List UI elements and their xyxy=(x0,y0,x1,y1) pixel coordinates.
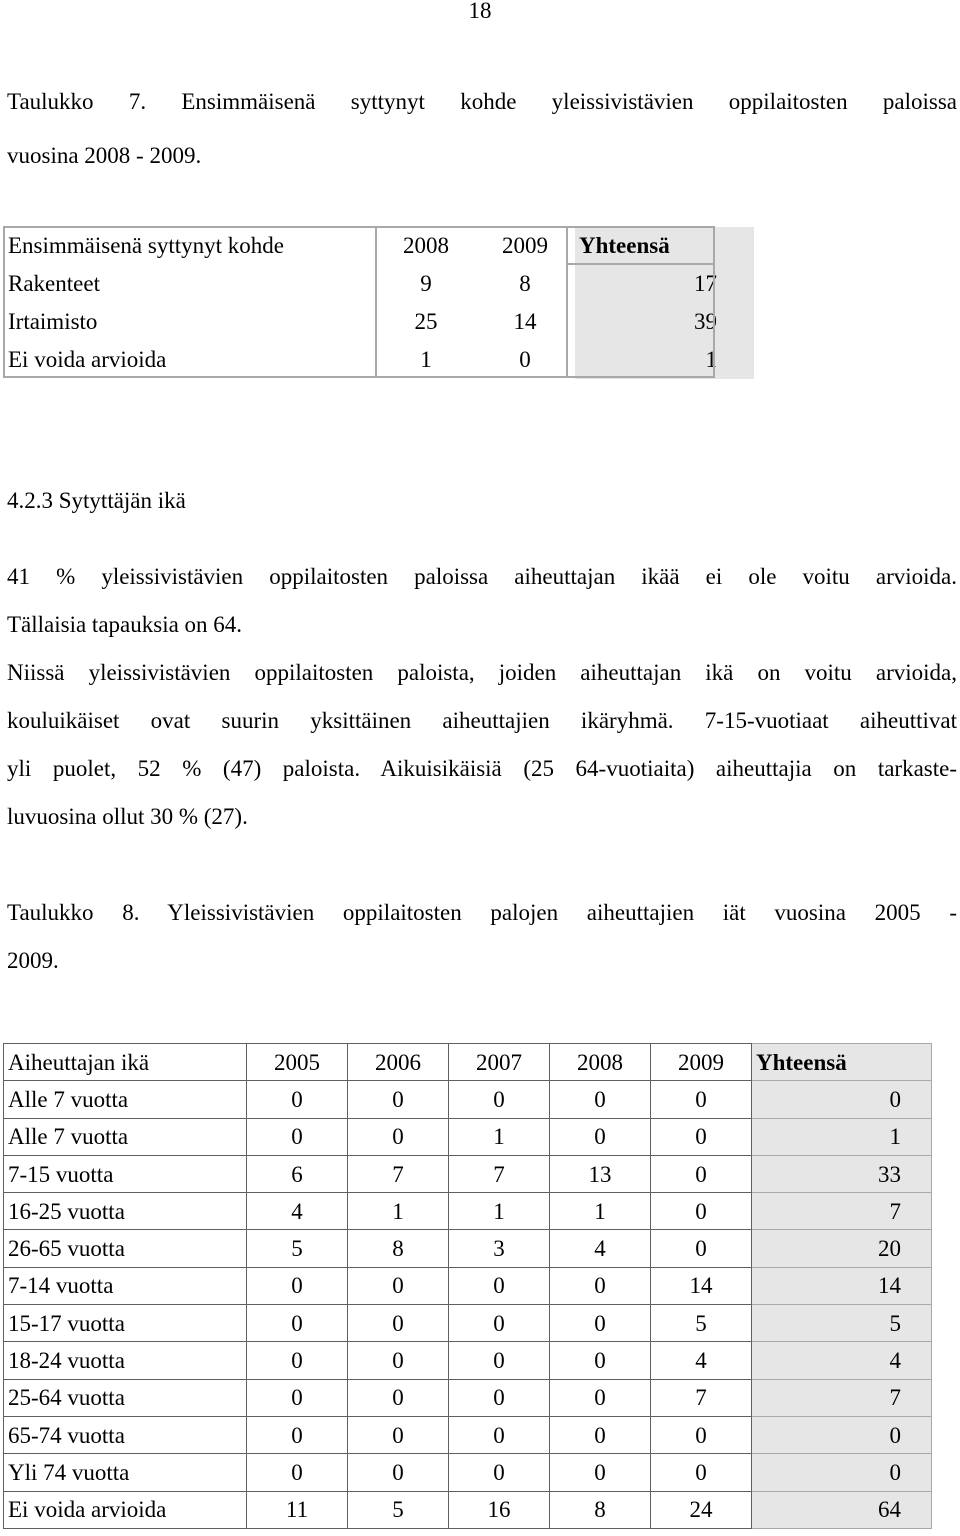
table8-cell-2007: 7 xyxy=(449,1155,550,1192)
table7-header-2009: 2009 xyxy=(502,233,548,258)
table7-caption-line1: Taulukko 7. Ensimmäisenä syttynyt kohde yleissivistävien oppilaitosten paloissa xyxy=(7,89,957,114)
table8-cell-total: 33 xyxy=(752,1155,932,1192)
table8-cell-2006: 7 xyxy=(348,1155,449,1192)
table8-caption-line2: 2009. xyxy=(7,948,59,973)
table8-cell-total: 7 xyxy=(752,1193,932,1230)
table8-header-total: Yhteensä xyxy=(752,1044,932,1081)
table7-cell-2008: 25 xyxy=(414,309,438,334)
table8-header-2006: 2006 xyxy=(348,1044,449,1081)
table7-cell-label: Irtaimisto xyxy=(8,309,98,334)
table8-cell-2007: 0 xyxy=(449,1342,550,1379)
table7-divider xyxy=(566,226,568,378)
table8-cell-label: 26-65 vuotta xyxy=(4,1230,247,1267)
table8-cell-label: 16-25 vuotta xyxy=(4,1193,247,1230)
table8-cell-2007: 1 xyxy=(449,1193,550,1230)
table8-cell-2006: 0 xyxy=(348,1342,449,1379)
table8-cell-2005: 5 xyxy=(247,1230,348,1267)
table8-cell-2007: 0 xyxy=(449,1267,550,1304)
table-row xyxy=(4,1342,932,1379)
table8-cell-label: Alle 7 vuotta xyxy=(4,1118,247,1155)
table8-cell-2009: 0 xyxy=(651,1193,752,1230)
table8-cell-total: 4 xyxy=(752,1342,932,1379)
table7-cell-total: 17 xyxy=(575,265,754,303)
table8-cell-2005: 11 xyxy=(247,1491,348,1528)
table8-cell-2009: 0 xyxy=(651,1416,752,1453)
table8-cell-2009: 5 xyxy=(651,1305,752,1342)
table7-divider xyxy=(568,263,715,265)
table8-cell-2008: 0 xyxy=(550,1305,651,1342)
table-row xyxy=(4,1230,932,1267)
table8-cell-2008: 0 xyxy=(550,1081,651,1118)
table7-cell-2008: 1 xyxy=(420,347,432,372)
table-row xyxy=(4,1267,932,1304)
table-row xyxy=(4,1118,932,1155)
table-row xyxy=(4,1305,932,1342)
table8-cell-total: 0 xyxy=(752,1454,932,1491)
table8-cell-2005: 0 xyxy=(247,1454,348,1491)
table8-cell-2006: 0 xyxy=(348,1081,449,1118)
table8-cell-2007: 16 xyxy=(449,1491,550,1528)
paragraph1-line1: 41 % yleissivistävien oppilaitosten paloissa aiheuttajan ikää ei ole voitu arvioida. xyxy=(7,564,957,589)
table7-cell-total: 1 xyxy=(575,341,754,379)
table8-cell-total: 20 xyxy=(752,1230,932,1267)
table7-header-2008: 2008 xyxy=(403,233,449,258)
table8-cell-2006: 0 xyxy=(348,1118,449,1155)
table8-cell-2005: 0 xyxy=(247,1379,348,1416)
table7-cell-total: 39 xyxy=(575,303,754,341)
table7-cell-2009: 0 xyxy=(519,347,531,372)
table7-header-label: Ensimmäisenä syttynyt kohde xyxy=(8,233,284,258)
table-row xyxy=(4,1379,932,1416)
table8 xyxy=(3,1043,932,1529)
table8-cell-2007: 0 xyxy=(449,1305,550,1342)
table-row xyxy=(4,1193,932,1230)
table-row xyxy=(4,265,754,303)
table-row xyxy=(4,303,754,341)
table8-cell-2008: 13 xyxy=(550,1155,651,1192)
table-row xyxy=(4,1454,932,1491)
table8-cell-2008: 8 xyxy=(550,1491,651,1528)
table8-cell-2009: 24 xyxy=(651,1491,752,1528)
table-row xyxy=(4,1081,932,1118)
table8-cell-label: 25-64 vuotta xyxy=(4,1379,247,1416)
table8-cell-total: 7 xyxy=(752,1379,932,1416)
table8-cell-label: 15-17 vuotta xyxy=(4,1305,247,1342)
table8-cell-2009: 7 xyxy=(651,1379,752,1416)
table8-cell-label: 65-74 vuotta xyxy=(4,1416,247,1453)
table8-cell-label: Ei voida arvioida xyxy=(4,1491,247,1528)
table8-header-2005: 2005 xyxy=(247,1044,348,1081)
table8-cell-2007: 0 xyxy=(449,1454,550,1491)
table8-cell-2006: 0 xyxy=(348,1416,449,1453)
table7-cell-label: Rakenteet xyxy=(8,271,100,296)
table8-cell-total: 1 xyxy=(752,1118,932,1155)
table8-cell-2005: 0 xyxy=(247,1305,348,1342)
table8-cell-2008: 1 xyxy=(550,1193,651,1230)
table8-cell-2006: 0 xyxy=(348,1454,449,1491)
table8-cell-2006: 0 xyxy=(348,1379,449,1416)
table8-cell-2009: 0 xyxy=(651,1081,752,1118)
table7-cell-label: Ei voida arvioida xyxy=(8,347,167,372)
table8-cell-total: 0 xyxy=(752,1416,932,1453)
table8-cell-2006: 8 xyxy=(348,1230,449,1267)
table8-cell-2005: 4 xyxy=(247,1193,348,1230)
table8-cell-2009: 0 xyxy=(651,1454,752,1491)
table8-cell-2005: 0 xyxy=(247,1342,348,1379)
table7 xyxy=(3,226,754,379)
table8-cell-total: 14 xyxy=(752,1267,932,1304)
table8-cell-2006: 0 xyxy=(348,1267,449,1304)
table8-header-2009: 2009 xyxy=(651,1044,752,1081)
table8-cell-2005: 6 xyxy=(247,1155,348,1192)
table-row xyxy=(4,1491,932,1528)
paragraph2-line1: Niissä yleissivistävien oppilaitosten paloista, joiden aiheuttajan ikä on voitu arvioida, xyxy=(7,660,957,685)
table7-divider xyxy=(375,226,377,378)
table8-header-row xyxy=(4,1044,932,1081)
table8-cell-2006: 0 xyxy=(348,1305,449,1342)
paragraph2-line3: yli puolet, 52 % (47) paloista. Aikuisikäisiä (25 64-vuotiaita) aiheuttajia on tarkaste- xyxy=(7,756,957,781)
table-row xyxy=(4,1416,932,1453)
table8-cell-label: 18-24 vuotta xyxy=(4,1342,247,1379)
table8-cell-2008: 0 xyxy=(550,1379,651,1416)
table8-cell-2009: 4 xyxy=(651,1342,752,1379)
table8-cell-label: Yli 74 vuotta xyxy=(4,1454,247,1491)
table8-cell-total: 5 xyxy=(752,1305,932,1342)
table7-cell-2008: 9 xyxy=(420,271,432,296)
table8-cell-total: 64 xyxy=(752,1491,932,1528)
table-row xyxy=(4,341,754,379)
table8-cell-2007: 1 xyxy=(449,1118,550,1155)
table8-cell-2008: 0 xyxy=(550,1267,651,1304)
page-number: 18 xyxy=(468,0,492,23)
paragraph2-line4: luvuosina ollut 30 % (27). xyxy=(7,804,248,829)
paragraph1-line2: Tällaisia tapauksia on 64. xyxy=(7,612,243,637)
table8-cell-2006: 1 xyxy=(348,1193,449,1230)
table8-cell-2007: 0 xyxy=(449,1416,550,1453)
table8-cell-label: 7-15 vuotta xyxy=(4,1155,247,1192)
table8-cell-2005: 0 xyxy=(247,1416,348,1453)
table8-cell-2006: 5 xyxy=(348,1491,449,1528)
table7-caption-line2: vuosina 2008 - 2009. xyxy=(7,143,202,168)
table8-cell-2005: 0 xyxy=(247,1267,348,1304)
table-row xyxy=(4,1155,932,1192)
table8-cell-2009: 14 xyxy=(651,1267,752,1304)
table8-cell-2005: 0 xyxy=(247,1081,348,1118)
table8-cell-2007: 3 xyxy=(449,1230,550,1267)
table8-cell-2009: 0 xyxy=(651,1118,752,1155)
table7-header-total: Yhteensä xyxy=(575,227,754,265)
table8-cell-2008: 4 xyxy=(550,1230,651,1267)
table8-cell-2008: 0 xyxy=(550,1118,651,1155)
table8-cell-2009: 0 xyxy=(651,1230,752,1267)
table8-cell-2005: 0 xyxy=(247,1118,348,1155)
table7-cell-2009: 14 xyxy=(513,309,537,334)
table8-caption-line1: Taulukko 8. Yleissivistävien oppilaitosten palojen aiheuttajien iät vuosina 2005 - xyxy=(7,900,957,925)
table8-cell-2009: 0 xyxy=(651,1155,752,1192)
section-heading: 4.2.3 Sytyttäjän ikä xyxy=(7,488,186,513)
table8-cell-2008: 0 xyxy=(550,1454,651,1491)
table8-cell-total: 0 xyxy=(752,1081,932,1118)
paragraph2-line2: kouluikäiset ovat suurin yksittäinen aiheuttajien ikäryhmä. 7-15-vuotiaat aiheuttivat xyxy=(7,708,957,733)
table8-cell-2008: 0 xyxy=(550,1416,651,1453)
table7-header-row xyxy=(4,227,754,265)
table8-header-2008: 2008 xyxy=(550,1044,651,1081)
table8-cell-2007: 0 xyxy=(449,1081,550,1118)
table8-header-2007: 2007 xyxy=(449,1044,550,1081)
table8-cell-2007: 0 xyxy=(449,1379,550,1416)
table8-cell-2008: 0 xyxy=(550,1342,651,1379)
table7-cell-2009: 8 xyxy=(519,271,531,296)
table8-cell-label: 7-14 vuotta xyxy=(4,1267,247,1304)
table8-cell-label: Alle 7 vuotta xyxy=(4,1081,247,1118)
table8-header-label: Aiheuttajan ikä xyxy=(4,1044,247,1081)
